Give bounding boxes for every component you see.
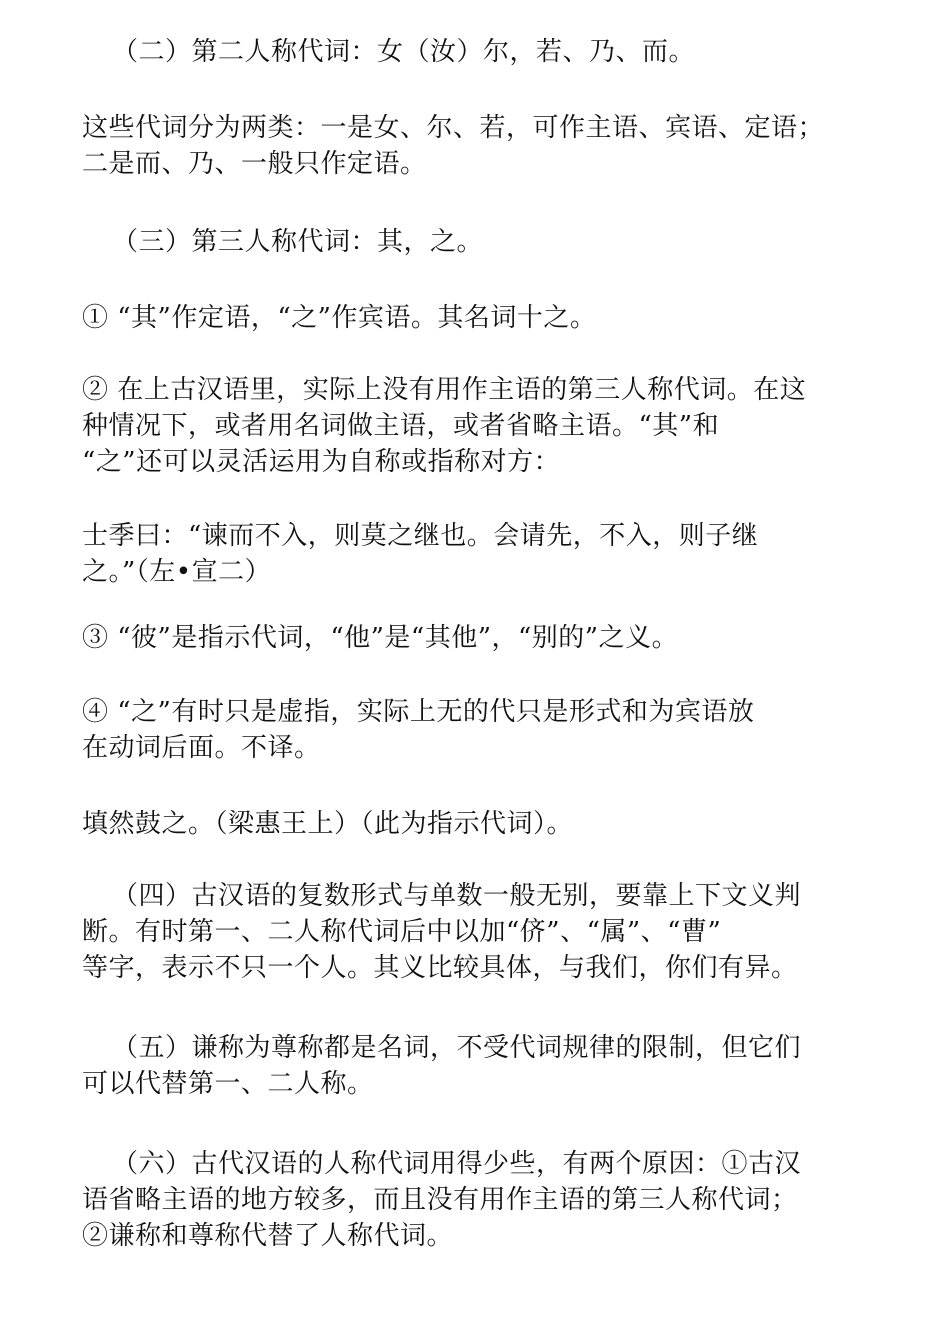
text-line: （二）第二人称代词：女（汝）尔，若、乃、而。 (112, 37, 696, 67)
text-line: 填然鼓之。（梁惠王上）（此为指示代词）。 (82, 809, 574, 839)
text-line: ① “其”作定语，“之”作宾语。其名词十之。 (82, 303, 597, 333)
text-line: 士季曰：“谏而不入，则莫之继也。会请先，不入，则子继 (82, 521, 759, 551)
paragraph-example-quote (82, 518, 882, 590)
text-line: 断。有时第一、二人称代词后中以加“侪”、“属”、“曹” (82, 917, 722, 947)
text-line: 种情况下，或者用名词做主语，或者省略主语。“其”和 (82, 411, 720, 441)
text-line: 在动词后面。不译。 (82, 733, 321, 763)
paragraph-third-person-pronouns (82, 224, 912, 260)
text-line: （四）古汉语的复数形式与单数一般无别，要靠上下文义判 (112, 881, 802, 911)
text-line: 这些代词分为两类：一是女、尔、若，可作主语、宾语、定语； (82, 113, 825, 143)
paragraph-point-3 (82, 620, 882, 656)
text-line: （六）古代汉语的人称代词用得少些，有两个原因：①古汉 (112, 1149, 802, 1179)
paragraph-honorifics (82, 1030, 912, 1102)
paragraph-example-drum (82, 806, 882, 842)
paragraph-usage-reasons (82, 1146, 912, 1254)
text-line: （五）谦称为尊称都是名词，不受代词规律的限制，但它们 (112, 1033, 802, 1063)
text-line: 二是而、乃、一般只作定语。 (82, 149, 427, 179)
text-line: 等字，表示不只一个人。其义比较具体，与我们，你们有异。 (82, 953, 798, 983)
paragraph-pronoun-categories (82, 110, 882, 182)
text-line: ②谦称和尊称代替了人称代词。 (82, 1221, 454, 1251)
paragraph-plural-forms (82, 878, 912, 986)
text-line: ④ “之”有时只是虚指，实际上无的代只是形式和为宾语放 (82, 697, 755, 727)
text-line: 之。”（左•宣二） (82, 557, 272, 587)
text-line: “之”还可以灵活运用为自称或指称对方： (82, 447, 561, 477)
text-line: （三）第三人称代词：其，之。 (112, 227, 484, 257)
text-line: 可以代替第一、二人称。 (82, 1069, 374, 1099)
paragraph-point-2 (82, 372, 882, 480)
paragraph-point-4 (82, 694, 882, 766)
text-line: 语省略主语的地方较多，而且没有用作主语的第三人称代词； (82, 1185, 798, 1215)
paragraph-second-person-pronouns (82, 34, 912, 70)
paragraph-point-1 (82, 300, 882, 336)
text-line: ② 在上古汉语里，实际上没有用作主语的第三人称代词。在这 (82, 375, 807, 405)
text-line: ③ “彼”是指示代词，“他”是“其他”，“别的”之义。 (82, 623, 679, 653)
